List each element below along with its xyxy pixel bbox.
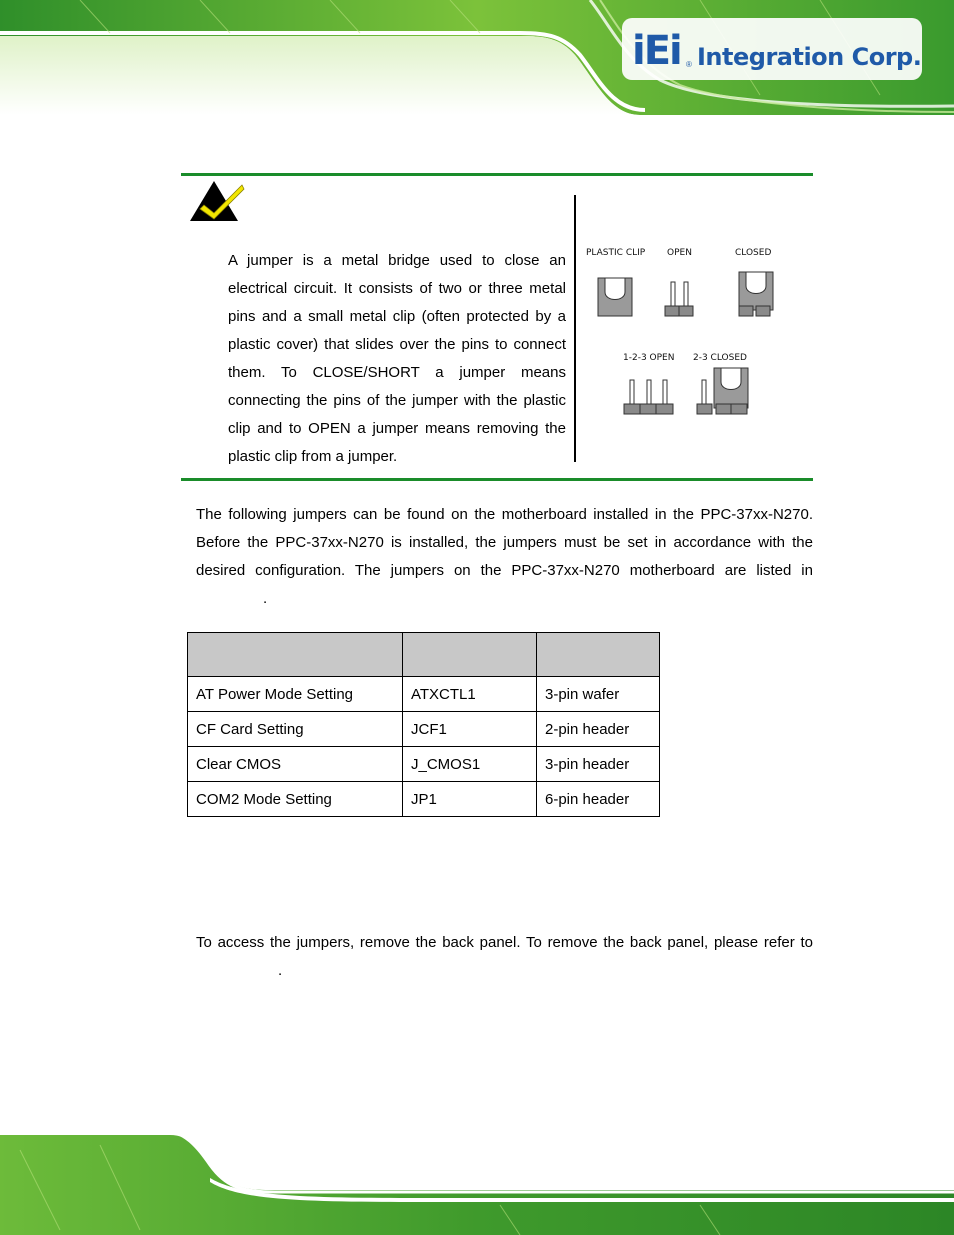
table-cell: JP1: [403, 782, 537, 817]
table-row: [188, 712, 660, 747]
table-cell: 2-pin header: [537, 712, 660, 747]
logo-registered-mark: ®: [686, 60, 692, 69]
intro-line-1: The following jumpers can be found on the motherboard installed in the PPC-37xx-N270.: [196, 506, 813, 523]
jumper-diagram: [576, 240, 812, 430]
table-cell: COM2 Mode Setting: [188, 782, 403, 817]
jumper-table: [187, 632, 660, 817]
table-row: [188, 677, 660, 712]
table-cell: JCF1: [403, 712, 537, 747]
table-header-cell: [403, 633, 537, 677]
logo-text: Integration Corp.: [697, 43, 922, 71]
label-open: OPEN: [667, 248, 692, 258]
table-cell: Clear CMOS: [188, 747, 403, 782]
label-1-2-3-open: 1-2-3 OPEN: [623, 353, 675, 363]
table-row: [188, 747, 660, 782]
note-top-rule: [181, 173, 813, 176]
access-line-2: .: [278, 962, 283, 979]
label-2-3-closed: 2-3 CLOSED: [693, 353, 747, 363]
footer-banner: [0, 1130, 954, 1235]
intro-line-2: Before the PPC-37xx-N270 is installed, the jumpers must be set in accordance with the: [196, 534, 813, 551]
label-plastic-clip: PLASTIC CLIP: [586, 248, 646, 258]
note-text: A jumper is a metal bridge used to close an electrical circuit. It consists of two or three metal pins and a small metal clip (often protected by a plastic cover) that slides over the pins to connect them. To CLOSE/SHORT a jumper means connecting the pins of the jumper with the plastic clip and to OPEN a jumper means removing the plastic clip from a jumper.: [228, 252, 566, 465]
table-header-row: [188, 633, 660, 677]
table-header-cell: [188, 633, 403, 677]
label-closed: CLOSED: [735, 248, 772, 258]
logo-mark: iEi: [632, 28, 681, 74]
table-cell: 6-pin header: [537, 782, 660, 817]
table-header-cell: [537, 633, 660, 677]
table-cell: ATXCTL1: [403, 677, 537, 712]
intro-line-4: .: [263, 590, 268, 607]
table-row: [188, 782, 660, 817]
intro-line-3: desired configuration. The jumpers on the PPC-37xx-N270 motherboard are listed in: [196, 562, 813, 579]
note-bottom-rule: [181, 478, 813, 481]
note-check-icon: [190, 179, 246, 223]
access-line-1: To access the jumpers, remove the back panel. To remove the back panel, please refer to: [196, 934, 813, 951]
table-cell: J_CMOS1: [403, 747, 537, 782]
table-cell: 3-pin header: [537, 747, 660, 782]
table-cell: AT Power Mode Setting: [188, 677, 403, 712]
table-cell: CF Card Setting: [188, 712, 403, 747]
jumper-illustrations: [576, 240, 812, 430]
table-cell: 3-pin wafer: [537, 677, 660, 712]
